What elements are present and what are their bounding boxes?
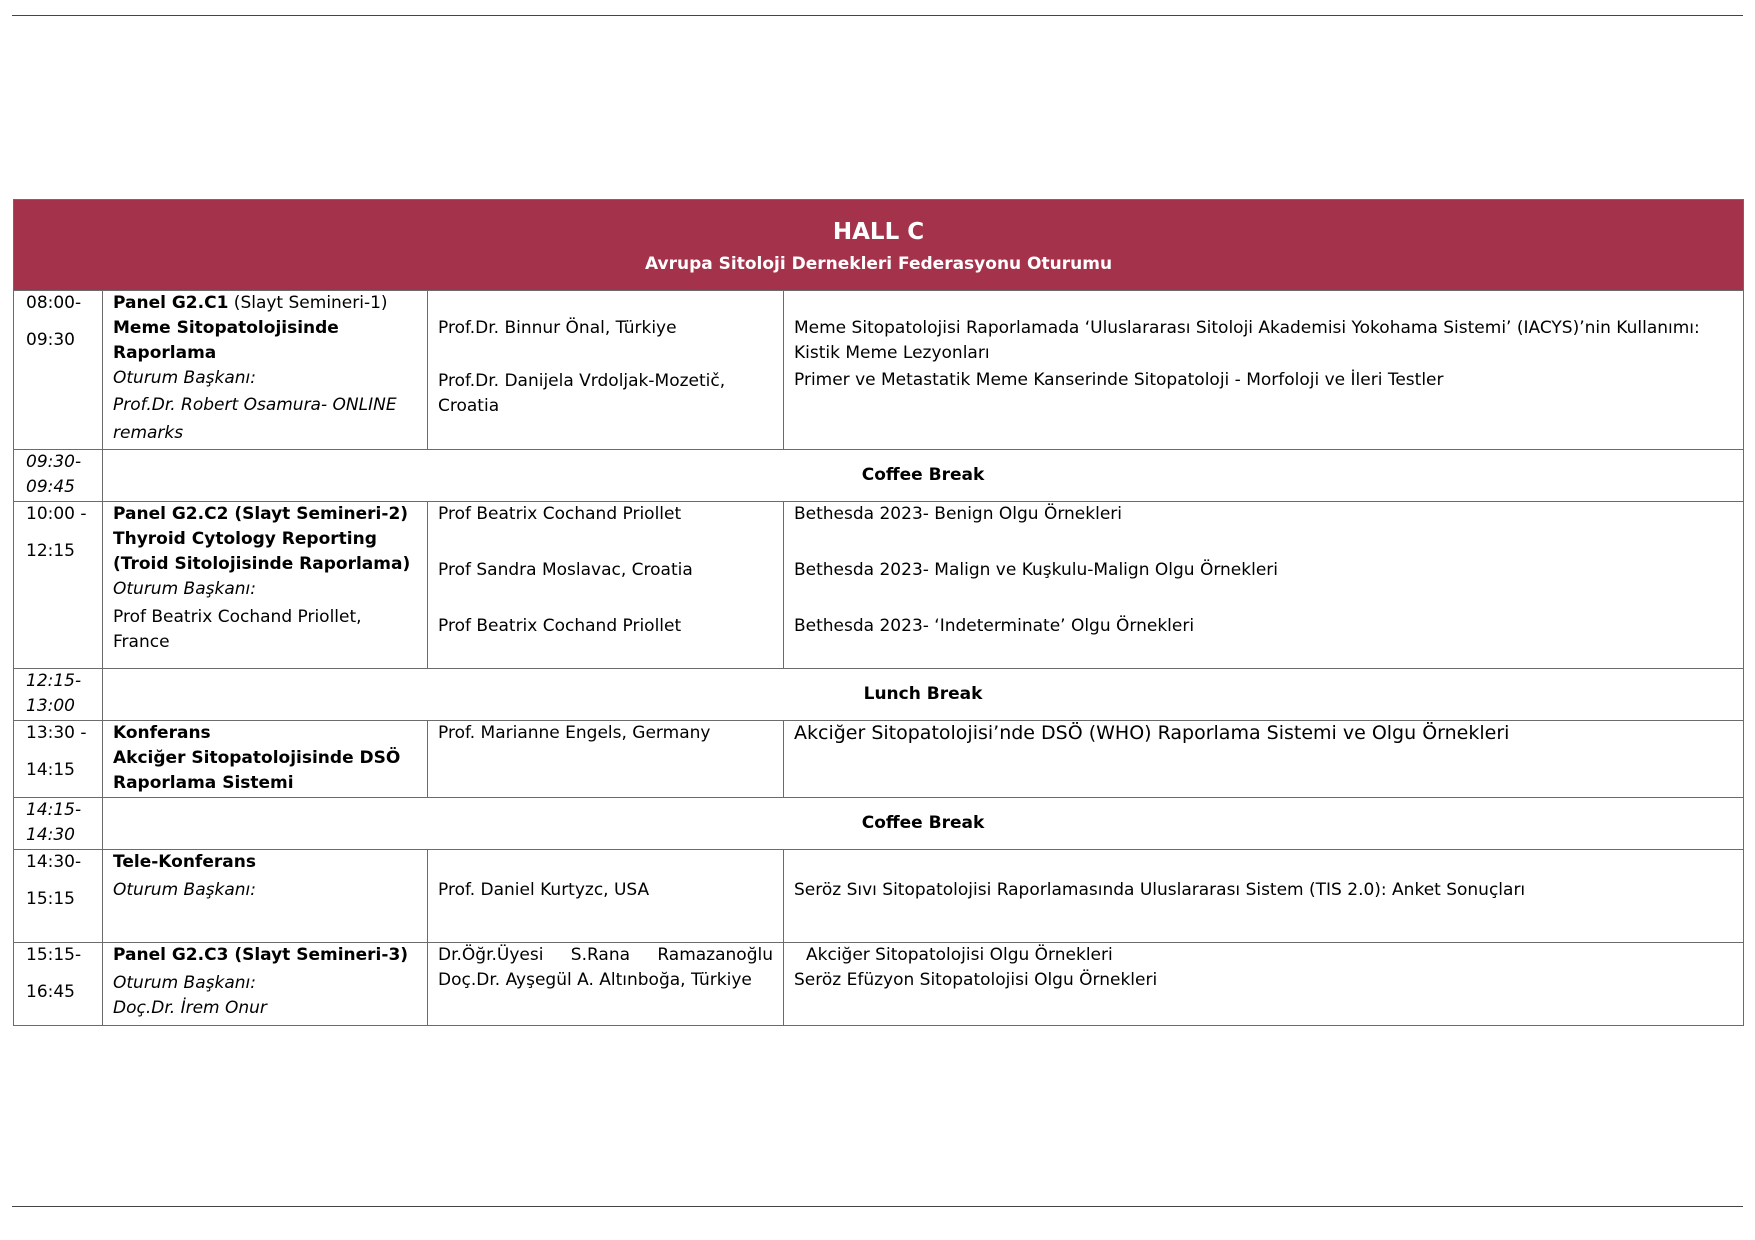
speaker-2: Prof.Dr. Danijela Vrdoljak-Mozetič, Croatia [438, 371, 726, 416]
topic-1: Akciğer Sitopatolojisi Olgu Örnekleri [806, 945, 1113, 965]
topics [784, 850, 1744, 943]
speaker-1: Dr.Öğr.Üyesi S.Rana Ramazanoğlu [438, 945, 773, 965]
session-info [103, 502, 428, 669]
session-title: Thyroid Cytology Reporting [113, 529, 377, 549]
speakers [428, 943, 784, 1026]
break-time [14, 450, 103, 502]
session-time [14, 291, 103, 450]
topic-1: Seröz Sıvı Sitopatolojisi Raporlamasında Uluslararası Sistem (TIS 2.0): Anket Sonuçları [794, 880, 1526, 900]
break-time [14, 669, 103, 721]
program-table [13, 199, 1744, 1026]
break-row [14, 450, 1744, 502]
topic-1: Meme Sitopatolojisi Raporlamada ‘Uluslararası Sitoloji Akademisi Yokohama Sistemi’ (IACYS)’nin Kullanımı: Kistik Meme Lezyonları [794, 318, 1700, 363]
topics [784, 943, 1744, 1026]
chair-label: Oturum Başkanı: [113, 880, 256, 900]
session-time [14, 721, 103, 798]
speaker-1: Prof. Daniel Kurtyzc, USA [438, 880, 650, 900]
speaker-1: Prof. Marianne Engels, Germany [438, 723, 711, 743]
panel-code: Panel G2.C1 [113, 293, 229, 313]
session-row-g2c1 [14, 291, 1744, 450]
session-subtitle: (Troid Sitolojisinde Raporlama) [113, 554, 411, 574]
time-start: 08:00- [26, 293, 82, 313]
session-type: Tele-Konferans [113, 852, 256, 872]
time-end: 09:45 [26, 477, 75, 497]
time-start: 14:30- [26, 852, 82, 872]
chair-name: Doç.Dr. İrem Onur [113, 998, 267, 1018]
session-time [14, 943, 103, 1026]
time-start: 10:00 - [26, 504, 87, 524]
time-start: 14:15- [26, 800, 82, 820]
coffee-break-label: Coffee Break [103, 798, 1744, 850]
time-end: 14:15 [26, 760, 75, 780]
speakers [428, 291, 784, 450]
speaker-1: Prof.Dr. Binnur Önal, Türkiye [438, 318, 677, 338]
time-end: 09:30 [26, 330, 75, 350]
top-rule [12, 15, 1743, 16]
topics [784, 291, 1744, 450]
hall-title: HALL C [832, 219, 925, 245]
session-title: Akciğer Sitopatolojisinde DSÖ Raporlama Sistemi [113, 748, 401, 793]
session-row-g2c2 [14, 502, 1744, 669]
topic-2: Bethesda 2023- Malign ve Kuşkulu-Malign Olgu Örnekleri [794, 560, 1278, 580]
session-time [14, 850, 103, 943]
speakers [428, 502, 784, 669]
time-end: 15:15 [26, 889, 75, 909]
session-row-g2c3 [14, 943, 1744, 1026]
speaker-1: Prof Beatrix Cochand Priollet [438, 504, 682, 524]
time-end: 12:15 [26, 541, 75, 561]
topic-3: Bethesda 2023- ‘Indeterminate’ Olgu Örnekleri [794, 616, 1195, 636]
panel-code: Panel G2.C2 (Slayt Semineri-2) [113, 504, 409, 524]
topic-1: Akciğer Sitopatolojisi’nde DSÖ (WHO) Raporlama Sistemi ve Olgu Örnekleri [794, 722, 1510, 744]
speakers [428, 721, 784, 798]
chair-name: Prof.Dr. Robert Osamura- ONLINE remarks [113, 395, 397, 443]
hall-header [14, 200, 1744, 291]
lunch-break-label: Lunch Break [103, 669, 1744, 721]
session-info [103, 291, 428, 450]
time-start: 13:30 - [26, 723, 87, 743]
topics [784, 502, 1744, 669]
time-start: 12:15- [26, 671, 82, 691]
chair-label: Oturum Başkanı: [113, 973, 256, 993]
speaker-2: Doç.Dr. Ayşegül A. Altınboğa, Türkiye [438, 970, 752, 990]
coffee-break-label: Coffee Break [103, 450, 1744, 502]
time-start: 15:15- [26, 945, 82, 965]
session-row-telekonferans [14, 850, 1744, 943]
session-title: Meme Sitopatolojisinde Raporlama [113, 318, 339, 363]
hall-header-row [14, 200, 1744, 291]
speaker-2: Prof Sandra Moslavac, Croatia [438, 560, 693, 580]
session-info [103, 943, 428, 1026]
session-info [103, 850, 428, 943]
speaker-3: Prof Beatrix Cochand Priollet [438, 616, 682, 636]
bottom-rule [12, 1206, 1743, 1207]
time-start: 09:30- [26, 452, 82, 472]
time-end: 13:00 [26, 696, 75, 716]
session-info [103, 721, 428, 798]
session-row-konferans [14, 721, 1744, 798]
topic-2: Seröz Efüzyon Sitopatolojisi Olgu Örnekleri [794, 970, 1158, 990]
time-end: 16:45 [26, 982, 75, 1002]
federation-subtitle: Avrupa Sitoloji Dernekleri Federasyonu Oturumu [644, 254, 1113, 274]
panel-code: Panel G2.C3 (Slayt Semineri-3) [113, 945, 409, 965]
chair-name: Prof Beatrix Cochand Priollet, France [113, 607, 362, 652]
session-time [14, 502, 103, 669]
break-time [14, 798, 103, 850]
chair-label: Oturum Başkanı: [113, 579, 256, 599]
break-row [14, 669, 1744, 721]
topic-2: Primer ve Metastatik Meme Kanserinde Sitopatoloji - Morfoloji ve İleri Testler [794, 370, 1444, 390]
break-row [14, 798, 1744, 850]
panel-type: (Slayt Semineri-1) [228, 293, 388, 313]
chair-label: Oturum Başkanı: [113, 368, 256, 388]
speakers [428, 850, 784, 943]
session-type: Konferans [113, 723, 211, 743]
topic-1: Bethesda 2023- Benign Olgu Örnekleri [794, 504, 1122, 524]
time-end: 14:30 [26, 825, 75, 845]
topics [784, 721, 1744, 798]
